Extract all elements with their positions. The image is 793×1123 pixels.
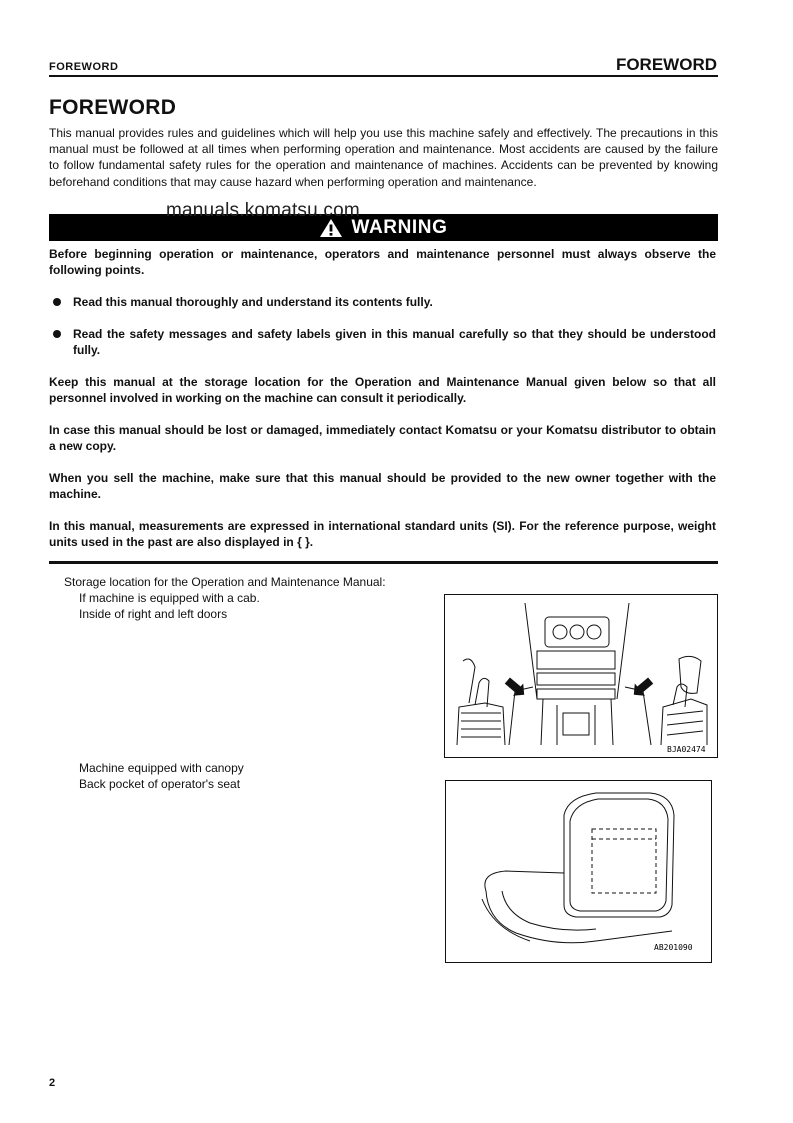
running-header-right: FOREWORD [615,55,717,74]
header-rule [49,75,718,77]
cab-interior-drawing [445,595,717,757]
storage-canopy-line1: Machine equipped with canopy [79,761,244,775]
figure-code: AB201090 [654,943,693,952]
intro-paragraph: This manual provides rules and guidelines which will help you use this machine safely and effectively. The precautions in this manual must be followed at all times when performing operation and maintenance. Most accidents are caused by the failure to follow fundamental safety rules for the operation and maintenance of machines. Accidents can be prevented by knowing beforehand conditions that may cause hazard when performing operation and maintenance. [49,126,718,189]
warning-paragraph: In this manual, measurements are expressed in international standard units (SI). For the reference purpose, weight units used in the past are also displayed in { }. [49,519,716,550]
warning-paragraph: Keep this manual at the storage location for the Operation and Maintenance Manual given below so that all personnel involved in working on the machine can consult it periodically. [49,375,716,406]
page-number: 2 [49,1077,56,1089]
bullet-dot [53,330,61,338]
warning-paragraph: In case this manual should be lost or damaged, immediately contact Komatsu or your Komatsu distributor to obtain a new copy. [49,423,716,454]
page-title: FOREWORD [49,96,177,119]
seat-back-drawing [446,781,711,962]
warning-lead: Before beginning operation or maintenance, operators and maintenance personnel must always observe the following points. [49,247,716,278]
warning-label: WARNING [351,216,448,238]
storage-canopy-line2: Back pocket of operator's seat [79,777,241,791]
storage-cab-line2: Inside of right and left doors [79,607,228,621]
running-header-left: FOREWORD [49,61,119,73]
warning-bullet: Read the safety messages and safety labels given in this manual carefully so that they should be understood fully. [73,327,716,358]
warning-banner [49,214,718,241]
cab-interior-illustration [444,594,718,758]
watermark-text: manuals.komatsu.com [166,200,360,221]
figure-code: BJA02474 [667,745,706,754]
storage-cab-line1: If machine is equipped with a cab. [79,591,260,605]
seat-back-illustration [445,780,712,963]
bullet-dot [53,298,61,306]
storage-heading: Storage location for the Operation and Maintenance Manual: [64,575,386,589]
warning-paragraph: When you sell the machine, make sure that this manual should be provided to the new owner together with the machine. [49,471,716,502]
warning-bullet: Read this manual thoroughly and understand its contents fully. [73,295,433,309]
warning-bottom-rule [49,561,718,564]
